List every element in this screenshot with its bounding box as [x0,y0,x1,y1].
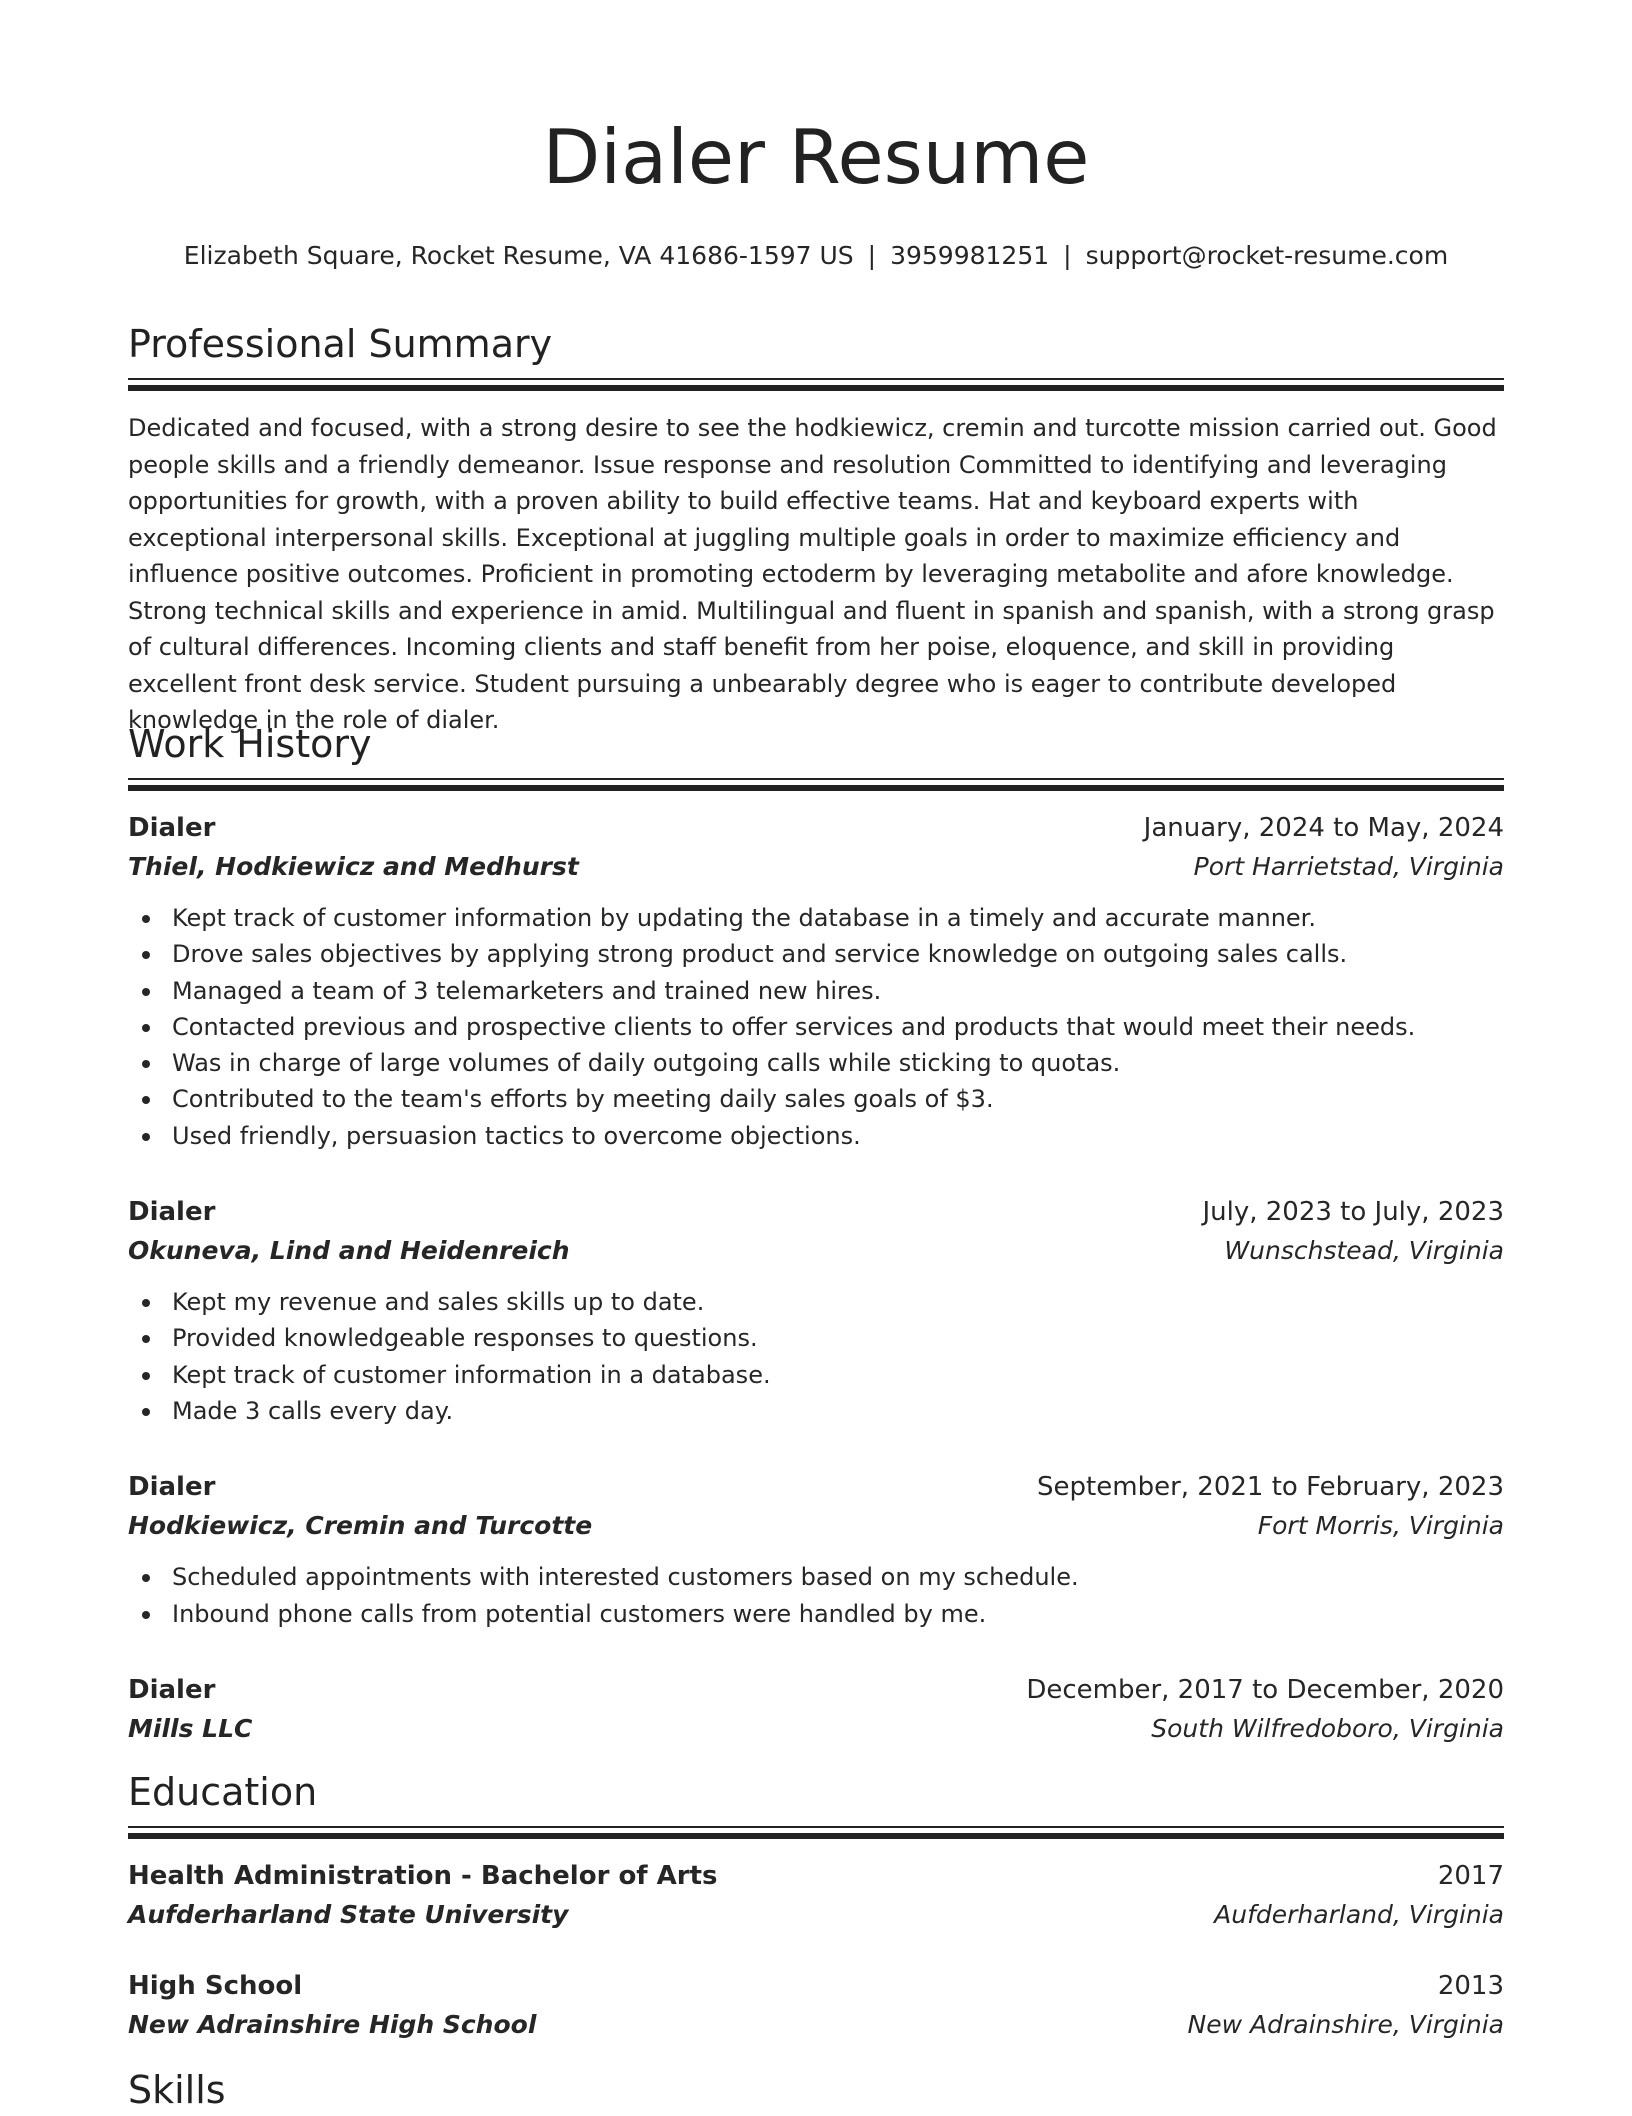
job-bullets [128,1284,1504,1429]
education-entry [128,1856,1504,1934]
bullet-item: Was in charge of large volumes of daily outgoing calls while sticking to quotas. [172,1045,1504,1081]
contact-line [0,238,1632,274]
contact-phone: 3959981251 [890,241,1050,270]
bullet-item: Kept my revenue and sales skills up to date. [172,1284,1504,1320]
resume-title: Dialer Resume [542,113,1090,201]
section-divider [128,778,1504,792]
job-title: Dialer [128,1472,216,1503]
job-entry [128,808,1504,1154]
job-entry [128,1192,1504,1429]
bullet-item: Kept track of customer information by updating the database in a timely and accurate manner. [172,900,1504,936]
bullet-item: Drove sales objectives by applying strong product and service knowledge on outgoing sales calls. [172,936,1504,972]
company-name: Hodkiewicz, Cremin and Turcotte [128,1511,593,1541]
contact-address: Elizabeth Square, Rocket Resume, VA 41686-1597 US [183,241,854,270]
job-dates: December, 2017 to December, 2020 [1026,1674,1504,1705]
degree-name: Health Administration - Bachelor of Arts [128,1861,718,1891]
education-entry [128,1966,1504,2044]
bullet-item: Contacted previous and prospective clients to offer services and products that would meet their needs. [172,1009,1504,1045]
section-heading-skills: Skills [128,2068,226,2112]
section-heading-education: Education [128,1770,318,1814]
job-dates: September, 2021 to February, 2023 [1037,1472,1504,1503]
school-name: Aufderharland State University [128,1900,569,1929]
contact-email: support@rocket-resume.com [1085,241,1449,270]
school-name: New Adrainshire High School [128,2010,537,2039]
section-divider [128,378,1504,392]
education-section [128,1766,1504,2044]
contact-separator: | [1063,241,1072,270]
bullet-item: Kept track of customer information in a database. [172,1357,1504,1393]
job-bullets [128,1559,1504,1632]
bullet-item: Managed a team of 3 telemarketers and trained new hires. [172,973,1504,1009]
job-location: Port Harrietstad, Virginia [1193,852,1504,881]
school-location: New Adrainshire, Virginia [1187,2010,1504,2039]
job-dates: July, 2023 to July, 2023 [1202,1197,1504,1228]
job-location: Fort Morris, Virginia [1257,1511,1504,1541]
skills-section [128,2064,1504,2116]
graduation-year: 2017 [1437,1861,1504,1891]
job-bullets [128,900,1504,1154]
section-heading-summary: Professional Summary [128,322,553,366]
summary-text: Dedicated and focused, with a strong desire to see the hodkiewicz, cremin and turcotte mission carried out. Good people skills and a friendly demeanor. Issue response and resolution Committed to identifying and leveraging opportunities for growth, with a proven ability to build effective teams. Hat and keyboard experts with exceptional interpersonal skills. Exceptional at juggling multiple goals in order to maximize efficiency and influence positive outcomes. Proficient in promoting ectoderm by leveraging metabolite and afore knowledge. Strong technical skills and experience in amid. Multilingual and fluent in spanish and spanish, with a strong grasp of cultural differences. Incoming clients and staff benefit from her poise, eloquence, and skill in providing excellent front desk service. Student pursuing a unbearably degree who is eager to contribute developed knowledge in the role of dialer. [128,414,1497,734]
bullet-item: Provided knowledgeable responses to questions. [172,1320,1504,1356]
contact-separator: | [867,241,877,270]
job-title: Dialer [128,813,216,843]
company-name: Thiel, Hodkiewicz and Medhurst [128,852,579,881]
job-entry [128,1467,1504,1632]
summary-section [128,318,1504,739]
job-title: Dialer [128,1674,216,1705]
graduation-year: 2013 [1437,1971,1504,2001]
bullet-item: Contributed to the team's efforts by meeting daily sales goals of $3. [172,1081,1504,1117]
bullet-item: Inbound phone calls from potential customers were handled by me. [172,1596,1504,1632]
bullet-item: Used friendly, persuasion tactics to overcome objections. [172,1118,1504,1154]
company-name: Mills LLC [128,1713,253,1743]
section-divider [128,1826,1504,1840]
job-title: Dialer [128,1197,216,1228]
work-history-section [128,718,1504,1748]
school-location: Aufderharland, Virginia [1214,1900,1504,1929]
job-entry [128,1670,1504,1748]
job-location: Wunschstead, Virginia [1224,1236,1504,1266]
company-name: Okuneva, Lind and Heidenreich [128,1236,570,1266]
job-location: South Wilfredoboro, Virginia [1151,1713,1504,1743]
bullet-item: Made 3 calls every day. [172,1393,1504,1429]
job-dates: January, 2024 to May, 2024 [1143,813,1504,843]
bullet-item: Scheduled appointments with interested customers based on my schedule. [172,1559,1504,1595]
degree-name: High School [128,1971,303,2001]
section-heading-work-history: Work History [128,722,372,766]
